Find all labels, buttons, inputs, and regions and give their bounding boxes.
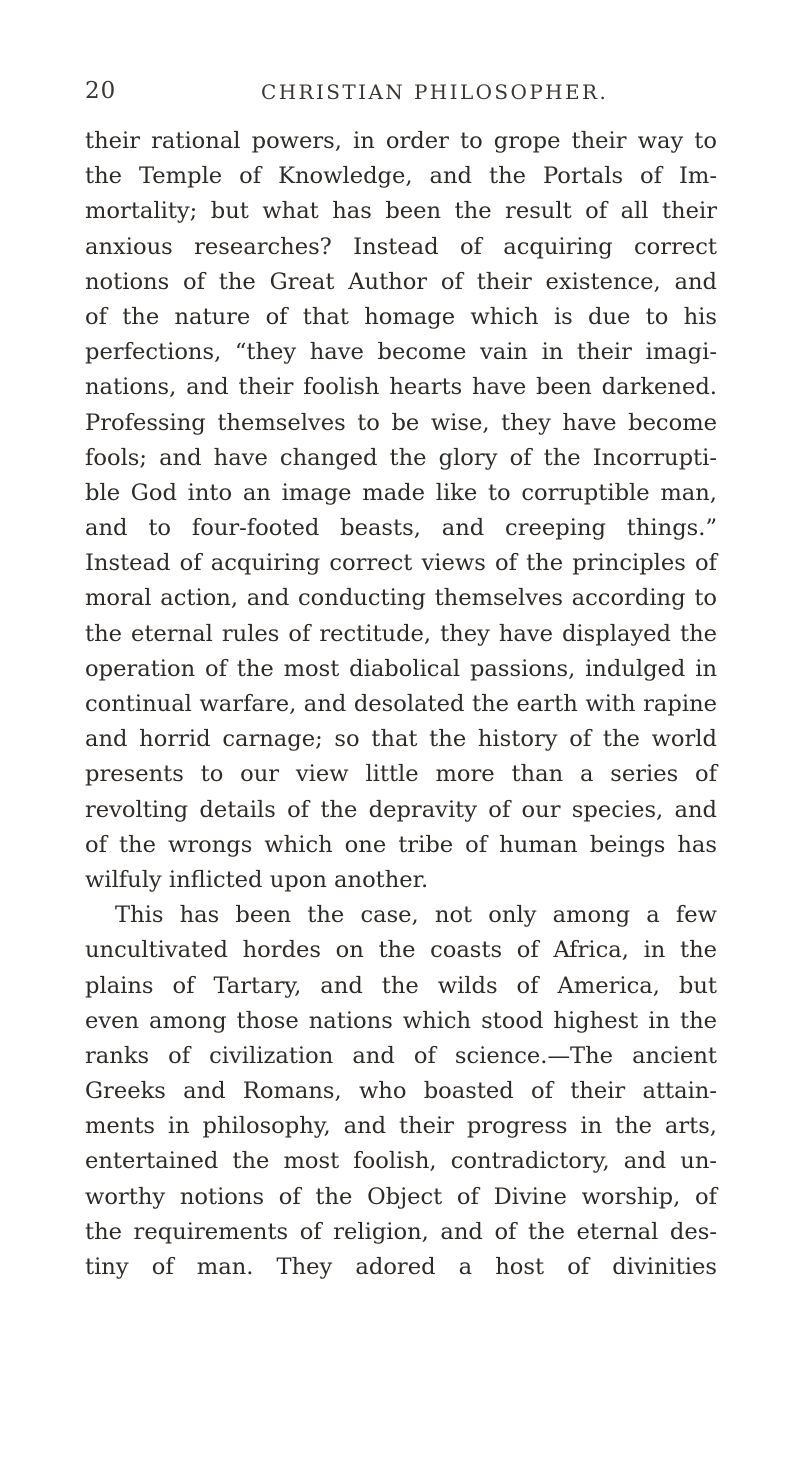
text-line: of the nature of that homage which is due to his [85,303,717,330]
text-line: revolting details of the depravity of our species, and [85,796,717,823]
page-number: 20 [85,78,117,104]
text-line: Professing themselves to be wise, they have become [85,409,717,436]
text-line: and horrid carnage; so that the history of the world [85,726,717,753]
text-line: ble God into an image made like to corruptible man, [85,479,717,506]
text-line: of the wrongs which one tribe of human beings has [85,831,717,858]
text-line: continual warfare, and desolated the earth with rapine [85,691,717,717]
paragraph-start-line: This has been the case, not only among a few [115,902,717,929]
text-line: anxious researches? Instead of acquiring correct [85,233,717,260]
running-head [85,78,715,112]
text-line: worthy notions of the Object of Divine worship, of [85,1183,717,1210]
text-line: tiny of man. They adored a host of divinities [85,1254,717,1280]
text-line: plains of Tartary, and the wilds of America, but [85,972,717,999]
text-line: operation of the most diabolical passions, indulged in [85,655,717,682]
running-title: CHRISTIAN PHILOSOPHER. [261,80,609,104]
text-line: mortality; but what has been the result of all their [85,198,717,225]
text-line: even among those nations which stood highest in the [85,1007,717,1034]
body-text [85,124,717,1285]
text-line: ments in philosophy, and their progress in the arts, [85,1113,717,1140]
text-line: fools; and have changed the glory of the Incorrupti- [85,444,717,471]
text-line: Instead of acquiring correct views of the principles of [85,550,717,577]
text-line: the Temple of Knowledge, and the Portals of Im- [85,163,717,190]
text-line: moral action, and conducting themselves according to [85,585,717,612]
text-line: presents to our view little more than a series of [85,761,717,788]
paragraph-end-line: wilfuly inflicted upon another. [85,866,429,893]
text-line: ranks of civilization and of science.—The ancient [85,1042,717,1069]
text-line: their rational powers, in order to grope their way to [85,128,717,154]
text-line: entertained the most foolish, contradictory, and un- [85,1148,717,1175]
text-line: Greeks and Romans, who boasted of their attain- [85,1078,717,1105]
text-line: the requirements of religion, and of the eternal des- [85,1218,717,1245]
text-line: notions of the Great Author of their existence, and [85,268,717,295]
text-line: uncultivated hordes on the coasts of Africa, in the [85,937,717,964]
text-line: the eternal rules of rectitude, they have displayed the [85,620,717,647]
text-line: nations, and their foolish hearts have been darkened. [85,374,717,401]
text-line: perfections, “they have become vain in their imagi- [85,339,717,366]
text-line: and to four-footed beasts, and creeping things.” [85,515,717,542]
